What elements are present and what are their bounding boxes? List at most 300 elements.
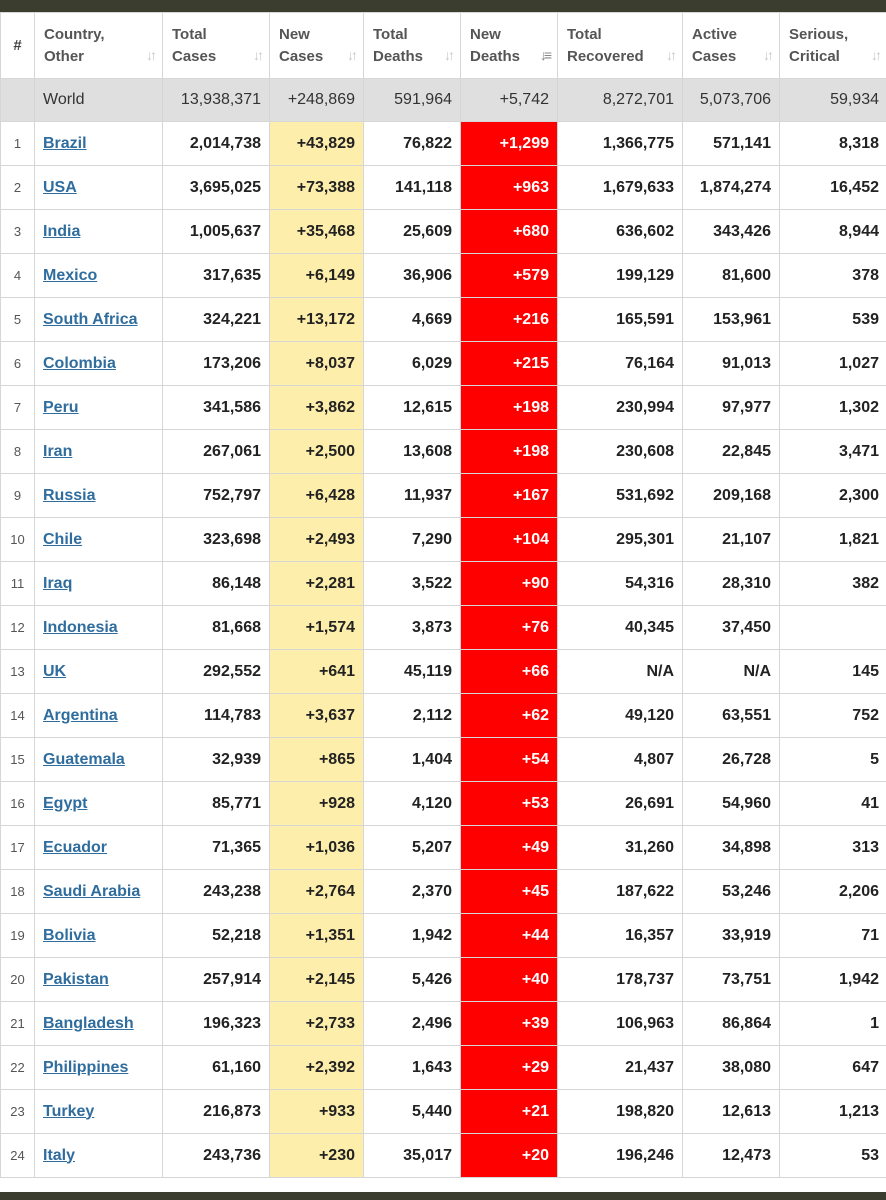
sort-icon[interactable]: ↓↑ [253, 47, 261, 63]
country-link[interactable]: Iran [43, 442, 73, 460]
rank-cell: 6 [1, 342, 35, 386]
header-total-recovered-label: Total Recovered [567, 25, 644, 65]
total-deaths-cell: 12,615 [364, 386, 461, 430]
country-link[interactable]: Argentina [43, 706, 118, 724]
world-new-cases-cell: +248,869 [270, 79, 364, 122]
table-row [1, 298, 886, 342]
new-deaths-cell: +90 [461, 562, 558, 606]
table-row [1, 958, 886, 1002]
total-deaths-cell: 36,906 [364, 254, 461, 298]
total-deaths-cell: 11,937 [364, 474, 461, 518]
serious-critical-cell: 71 [780, 914, 886, 958]
header-total-cases-label: Total Cases [172, 25, 217, 65]
serious-critical-cell: 5 [780, 738, 886, 782]
header-total-recovered[interactable] [558, 13, 683, 79]
country-cell [35, 474, 163, 518]
new-cases-cell: +933 [270, 1090, 364, 1134]
total-cases-cell: 323,698 [163, 518, 270, 562]
new-deaths-cell: +21 [461, 1090, 558, 1134]
active-cases-cell: 37,450 [683, 606, 780, 650]
country-link[interactable]: Bolivia [43, 926, 96, 944]
new-deaths-cell: +104 [461, 518, 558, 562]
total-cases-cell: 3,695,025 [163, 166, 270, 210]
country-link[interactable]: Pakistan [43, 970, 109, 988]
country-cell [35, 826, 163, 870]
table-row [1, 342, 886, 386]
country-link[interactable]: Turkey [43, 1102, 95, 1120]
total-recovered-cell: 196,246 [558, 1134, 683, 1178]
world-active-cases-cell: 5,073,706 [683, 79, 780, 122]
rank-cell: 7 [1, 386, 35, 430]
new-cases-cell: +2,733 [270, 1002, 364, 1046]
table-row [1, 914, 886, 958]
total-recovered-cell: 187,622 [558, 870, 683, 914]
serious-critical-cell: 2,206 [780, 870, 886, 914]
total-cases-cell: 173,206 [163, 342, 270, 386]
active-cases-cell: 1,874,274 [683, 166, 780, 210]
sort-icon[interactable]: ↓↑ [763, 47, 771, 63]
country-cell [35, 386, 163, 430]
new-cases-cell: +2,764 [270, 870, 364, 914]
rank-cell: 18 [1, 870, 35, 914]
new-cases-cell: +13,172 [270, 298, 364, 342]
serious-critical-cell: 378 [780, 254, 886, 298]
new-cases-cell: +35,468 [270, 210, 364, 254]
covid-table [0, 12, 886, 1178]
serious-critical-cell: 145 [780, 650, 886, 694]
country-link[interactable]: Peru [43, 398, 79, 416]
serious-critical-cell: 647 [780, 1046, 886, 1090]
new-deaths-cell: +198 [461, 386, 558, 430]
rank-cell: 5 [1, 298, 35, 342]
new-deaths-cell: +1,299 [461, 122, 558, 166]
total-deaths-cell: 2,496 [364, 1002, 461, 1046]
serious-critical-cell: 8,318 [780, 122, 886, 166]
table-row [1, 782, 886, 826]
active-cases-cell: 26,728 [683, 738, 780, 782]
country-link[interactable]: Ecuador [43, 838, 108, 856]
country-link[interactable]: Mexico [43, 266, 98, 284]
table-row [1, 386, 886, 430]
new-deaths-cell: +20 [461, 1134, 558, 1178]
header-row [1, 13, 886, 79]
total-recovered-cell: 4,807 [558, 738, 683, 782]
total-cases-cell: 752,797 [163, 474, 270, 518]
country-link[interactable]: Bangladesh [43, 1014, 134, 1032]
world-country-cell: World [35, 79, 163, 122]
new-cases-cell: +2,145 [270, 958, 364, 1002]
new-cases-cell: +2,493 [270, 518, 364, 562]
new-cases-cell: +641 [270, 650, 364, 694]
total-cases-cell: 243,736 [163, 1134, 270, 1178]
world-total-cases-cell: 13,938,371 [163, 79, 270, 122]
total-deaths-cell: 45,119 [364, 650, 461, 694]
active-cases-cell: N/A [683, 650, 780, 694]
country-cell [35, 298, 163, 342]
country-link[interactable]: USA [43, 178, 77, 196]
new-deaths-cell: +45 [461, 870, 558, 914]
active-cases-cell: 12,473 [683, 1134, 780, 1178]
country-cell [35, 1090, 163, 1134]
table-row [1, 474, 886, 518]
total-deaths-cell: 141,118 [364, 166, 461, 210]
total-cases-cell: 85,771 [163, 782, 270, 826]
sort-icon[interactable]: ↓↑ [146, 47, 154, 63]
country-cell [35, 430, 163, 474]
country-link[interactable]: Russia [43, 486, 96, 504]
new-deaths-cell: +29 [461, 1046, 558, 1090]
new-cases-cell: +1,574 [270, 606, 364, 650]
total-cases-cell: 267,061 [163, 430, 270, 474]
world-serious-cell: 59,934 [780, 79, 886, 122]
country-cell [35, 650, 163, 694]
new-deaths-cell: +62 [461, 694, 558, 738]
total-deaths-cell: 25,609 [364, 210, 461, 254]
active-cases-cell: 209,168 [683, 474, 780, 518]
table-row [1, 166, 886, 210]
table-row [1, 430, 886, 474]
total-deaths-cell: 5,440 [364, 1090, 461, 1134]
total-deaths-cell: 4,120 [364, 782, 461, 826]
country-cell [35, 606, 163, 650]
total-deaths-cell: 5,426 [364, 958, 461, 1002]
total-cases-cell: 61,160 [163, 1046, 270, 1090]
total-deaths-cell: 3,873 [364, 606, 461, 650]
active-cases-cell: 34,898 [683, 826, 780, 870]
serious-critical-cell: 1,213 [780, 1090, 886, 1134]
total-cases-cell: 1,005,637 [163, 210, 270, 254]
country-cell [35, 1134, 163, 1178]
total-cases-cell: 32,939 [163, 738, 270, 782]
country-link[interactable]: Iraq [43, 574, 73, 592]
country-link[interactable]: South Africa [43, 310, 138, 328]
new-cases-cell: +6,428 [270, 474, 364, 518]
new-deaths-cell: +39 [461, 1002, 558, 1046]
serious-critical-cell: 313 [780, 826, 886, 870]
active-cases-cell: 73,751 [683, 958, 780, 1002]
new-deaths-cell: +44 [461, 914, 558, 958]
active-cases-cell: 63,551 [683, 694, 780, 738]
new-deaths-cell: +53 [461, 782, 558, 826]
serious-critical-cell: 53 [780, 1134, 886, 1178]
country-cell [35, 1046, 163, 1090]
country-link[interactable]: Egypt [43, 794, 88, 812]
table-row [1, 210, 886, 254]
total-recovered-cell: 199,129 [558, 254, 683, 298]
rank-cell: 19 [1, 914, 35, 958]
country-link[interactable]: UK [43, 662, 67, 680]
header-total-cases[interactable] [163, 13, 270, 79]
new-deaths-cell: +680 [461, 210, 558, 254]
table-row [1, 1002, 886, 1046]
new-cases-cell: +230 [270, 1134, 364, 1178]
active-cases-cell: 12,613 [683, 1090, 780, 1134]
sort-descending-icon[interactable]: ↓≡ [539, 47, 549, 63]
sort-icon[interactable]: ↓↑ [871, 47, 879, 63]
rank-cell: 22 [1, 1046, 35, 1090]
country-link[interactable]: Philippines [43, 1058, 129, 1076]
world-total-row [1, 79, 886, 122]
serious-critical-cell: 1,942 [780, 958, 886, 1002]
active-cases-cell: 81,600 [683, 254, 780, 298]
new-cases-cell: +865 [270, 738, 364, 782]
serious-critical-cell: 2,300 [780, 474, 886, 518]
active-cases-cell: 38,080 [683, 1046, 780, 1090]
country-link[interactable]: Guatemala [43, 750, 125, 768]
country-link[interactable]: Brazil [43, 134, 87, 152]
header-total-deaths-label: Total Deaths [373, 25, 424, 65]
total-recovered-cell: 636,602 [558, 210, 683, 254]
rank-cell: 11 [1, 562, 35, 606]
active-cases-cell: 86,864 [683, 1002, 780, 1046]
active-cases-cell: 33,919 [683, 914, 780, 958]
table-row [1, 738, 886, 782]
country-cell [35, 562, 163, 606]
table-row [1, 826, 886, 870]
rank-cell: 16 [1, 782, 35, 826]
new-cases-cell: +1,351 [270, 914, 364, 958]
total-recovered-cell: N/A [558, 650, 683, 694]
country-cell [35, 342, 163, 386]
rank-cell: 10 [1, 518, 35, 562]
table-row [1, 870, 886, 914]
total-deaths-cell: 1,942 [364, 914, 461, 958]
world-num-cell [1, 79, 35, 122]
rank-cell: 13 [1, 650, 35, 694]
total-cases-cell: 292,552 [163, 650, 270, 694]
rank-cell: 4 [1, 254, 35, 298]
table-row [1, 518, 886, 562]
country-cell [35, 210, 163, 254]
total-recovered-cell: 16,357 [558, 914, 683, 958]
new-deaths-cell: +215 [461, 342, 558, 386]
table-row [1, 122, 886, 166]
new-deaths-cell: +167 [461, 474, 558, 518]
active-cases-cell: 343,426 [683, 210, 780, 254]
active-cases-cell: 22,845 [683, 430, 780, 474]
total-cases-cell: 257,914 [163, 958, 270, 1002]
new-deaths-cell: +54 [461, 738, 558, 782]
active-cases-cell: 28,310 [683, 562, 780, 606]
active-cases-cell: 21,107 [683, 518, 780, 562]
country-link[interactable]: Indonesia [43, 618, 118, 636]
total-recovered-cell: 26,691 [558, 782, 683, 826]
total-recovered-cell: 76,164 [558, 342, 683, 386]
serious-critical-cell: 16,452 [780, 166, 886, 210]
total-deaths-cell: 7,290 [364, 518, 461, 562]
sort-icon[interactable]: ↓↑ [444, 47, 452, 63]
total-recovered-cell: 165,591 [558, 298, 683, 342]
total-recovered-cell: 295,301 [558, 518, 683, 562]
new-deaths-cell: +66 [461, 650, 558, 694]
table-row [1, 606, 886, 650]
table-row [1, 1046, 886, 1090]
serious-critical-cell: 1,302 [780, 386, 886, 430]
total-cases-cell: 114,783 [163, 694, 270, 738]
serious-critical-cell [780, 606, 886, 650]
country-link[interactable]: Colombia [43, 354, 116, 372]
total-recovered-cell: 1,679,633 [558, 166, 683, 210]
total-cases-cell: 71,365 [163, 826, 270, 870]
rank-cell: 9 [1, 474, 35, 518]
total-recovered-cell: 106,963 [558, 1002, 683, 1046]
header-active-cases[interactable] [683, 13, 780, 79]
active-cases-cell: 54,960 [683, 782, 780, 826]
country-cell [35, 122, 163, 166]
header-country-label: Country, Other [44, 25, 105, 65]
country-cell [35, 958, 163, 1002]
total-cases-cell: 341,586 [163, 386, 270, 430]
rank-cell: 2 [1, 166, 35, 210]
new-deaths-cell: +49 [461, 826, 558, 870]
header-new-deaths[interactable] [461, 13, 558, 79]
new-cases-cell: +3,862 [270, 386, 364, 430]
total-cases-cell: 86,148 [163, 562, 270, 606]
serious-critical-cell: 1,821 [780, 518, 886, 562]
new-cases-cell: +2,500 [270, 430, 364, 474]
total-recovered-cell: 198,820 [558, 1090, 683, 1134]
total-recovered-cell: 178,737 [558, 958, 683, 1002]
rank-cell: 15 [1, 738, 35, 782]
total-recovered-cell: 230,608 [558, 430, 683, 474]
serious-critical-cell: 3,471 [780, 430, 886, 474]
serious-critical-cell: 1 [780, 1002, 886, 1046]
country-cell [35, 254, 163, 298]
total-cases-cell: 216,873 [163, 1090, 270, 1134]
total-deaths-cell: 35,017 [364, 1134, 461, 1178]
world-new-deaths-cell: +5,742 [461, 79, 558, 122]
total-recovered-cell: 40,345 [558, 606, 683, 650]
serious-critical-cell: 41 [780, 782, 886, 826]
total-cases-cell: 2,014,738 [163, 122, 270, 166]
total-deaths-cell: 13,608 [364, 430, 461, 474]
active-cases-cell: 571,141 [683, 122, 780, 166]
new-deaths-cell: +579 [461, 254, 558, 298]
total-deaths-cell: 3,522 [364, 562, 461, 606]
new-deaths-cell: +216 [461, 298, 558, 342]
rank-cell: 24 [1, 1134, 35, 1178]
serious-critical-cell: 8,944 [780, 210, 886, 254]
header-active-cases-label: Active Cases [692, 25, 738, 65]
header-country[interactable] [35, 13, 163, 79]
table-row [1, 1134, 886, 1178]
rank-cell: 23 [1, 1090, 35, 1134]
rank-cell: 17 [1, 826, 35, 870]
country-link[interactable]: Saudi Arabia [43, 882, 141, 900]
serious-critical-cell: 752 [780, 694, 886, 738]
new-cases-cell: +3,637 [270, 694, 364, 738]
total-recovered-cell: 531,692 [558, 474, 683, 518]
table-container [0, 12, 886, 1192]
rank-cell: 21 [1, 1002, 35, 1046]
active-cases-cell: 153,961 [683, 298, 780, 342]
new-cases-cell: +8,037 [270, 342, 364, 386]
serious-critical-cell: 382 [780, 562, 886, 606]
sort-icon[interactable]: ↓↑ [347, 47, 355, 63]
total-recovered-cell: 1,366,775 [558, 122, 683, 166]
country-link[interactable]: India [43, 222, 81, 240]
table-row [1, 694, 886, 738]
total-recovered-cell: 49,120 [558, 694, 683, 738]
total-deaths-cell: 2,112 [364, 694, 461, 738]
world-total-recovered-cell: 8,272,701 [558, 79, 683, 122]
country-cell [35, 870, 163, 914]
country-cell [35, 738, 163, 782]
active-cases-cell: 97,977 [683, 386, 780, 430]
new-cases-cell: +2,392 [270, 1046, 364, 1090]
header-new-cases-label: New Cases [279, 25, 324, 65]
header-new-deaths-label: New Deaths [470, 25, 521, 65]
rank-cell: 1 [1, 122, 35, 166]
new-deaths-cell: +963 [461, 166, 558, 210]
total-deaths-cell: 4,669 [364, 298, 461, 342]
header-total-deaths[interactable] [364, 13, 461, 79]
total-deaths-cell: 1,404 [364, 738, 461, 782]
new-cases-cell: +1,036 [270, 826, 364, 870]
total-deaths-cell: 76,822 [364, 122, 461, 166]
serious-critical-cell: 539 [780, 298, 886, 342]
header-new-cases[interactable] [270, 13, 364, 79]
serious-critical-cell: 1,027 [780, 342, 886, 386]
rank-cell: 14 [1, 694, 35, 738]
total-deaths-cell: 1,643 [364, 1046, 461, 1090]
country-cell [35, 166, 163, 210]
country-cell [35, 914, 163, 958]
total-recovered-cell: 230,994 [558, 386, 683, 430]
rank-cell: 12 [1, 606, 35, 650]
new-cases-cell: +43,829 [270, 122, 364, 166]
total-cases-cell: 324,221 [163, 298, 270, 342]
total-cases-cell: 81,668 [163, 606, 270, 650]
active-cases-cell: 91,013 [683, 342, 780, 386]
total-recovered-cell: 31,260 [558, 826, 683, 870]
table-row [1, 1090, 886, 1134]
table-row [1, 650, 886, 694]
country-cell [35, 694, 163, 738]
header-num: # [1, 13, 35, 79]
total-cases-cell: 317,635 [163, 254, 270, 298]
table-row [1, 254, 886, 298]
rank-cell: 20 [1, 958, 35, 1002]
total-cases-cell: 52,218 [163, 914, 270, 958]
country-link[interactable]: Italy [43, 1146, 76, 1164]
bottom-border [0, 1192, 886, 1200]
new-deaths-cell: +40 [461, 958, 558, 1002]
rank-cell: 3 [1, 210, 35, 254]
top-border [0, 0, 886, 12]
total-cases-cell: 243,238 [163, 870, 270, 914]
total-deaths-cell: 2,370 [364, 870, 461, 914]
new-deaths-cell: +76 [461, 606, 558, 650]
header-serious-label: Serious, Critical [789, 25, 849, 65]
header-serious[interactable] [780, 13, 886, 79]
total-cases-cell: 196,323 [163, 1002, 270, 1046]
world-total-deaths-cell: 591,964 [364, 79, 461, 122]
new-cases-cell: +928 [270, 782, 364, 826]
sort-icon[interactable]: ↓↑ [666, 47, 674, 63]
country-link[interactable]: Chile [43, 530, 83, 548]
total-deaths-cell: 5,207 [364, 826, 461, 870]
country-cell [35, 782, 163, 826]
country-cell [35, 518, 163, 562]
new-cases-cell: +73,388 [270, 166, 364, 210]
new-cases-cell: +6,149 [270, 254, 364, 298]
new-cases-cell: +2,281 [270, 562, 364, 606]
rank-cell: 8 [1, 430, 35, 474]
country-cell [35, 1002, 163, 1046]
total-recovered-cell: 21,437 [558, 1046, 683, 1090]
total-deaths-cell: 6,029 [364, 342, 461, 386]
